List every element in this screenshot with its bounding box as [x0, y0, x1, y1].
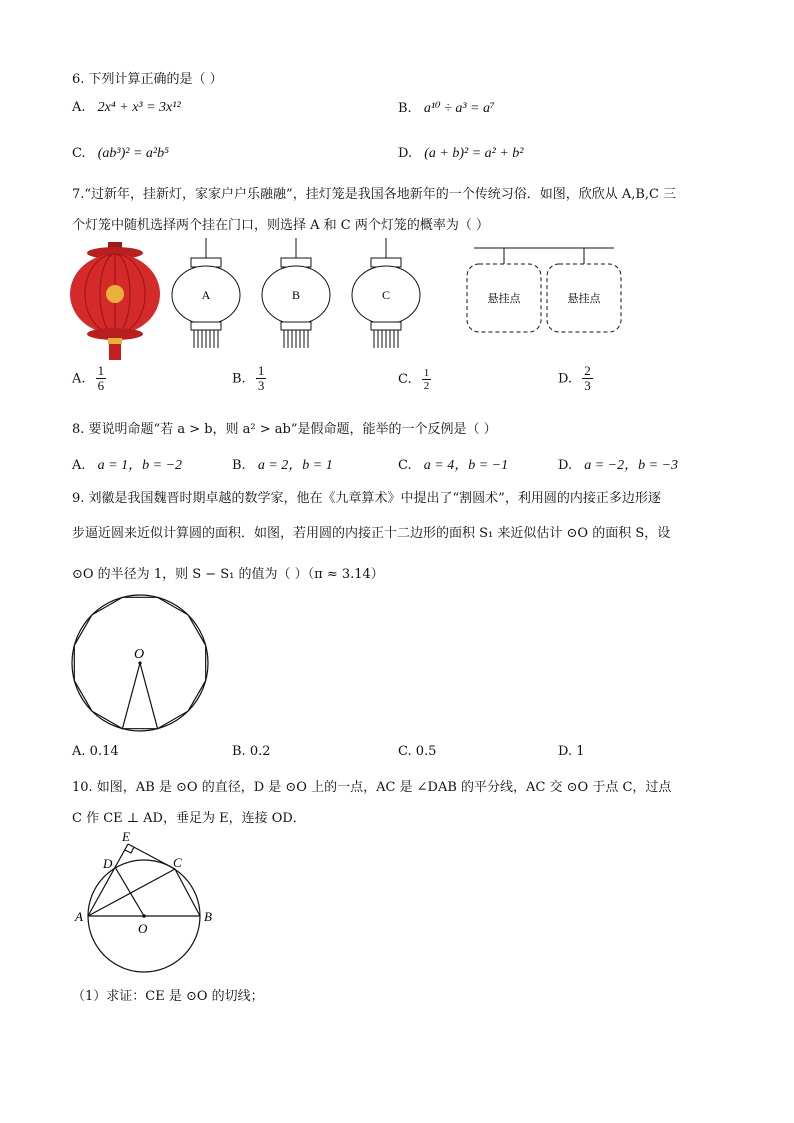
q7-option-a-label: A. — [72, 371, 86, 387]
q7-option-d-num: 2 — [584, 363, 591, 378]
q7-option-a-num: 1 — [97, 363, 105, 378]
q8-option-d — [558, 454, 678, 474]
q9-option-a-text: 0.14 — [89, 744, 119, 759]
q7-option-b-num: 1 — [257, 363, 265, 378]
q9-circle-figure — [66, 592, 216, 737]
line-cb — [175, 869, 200, 916]
q9-stem-line1: 9. 刘徽是我国魏晋时期卓越的数学家，他在《九章算术》中提出了“割圆术”，利用圆的内接正多边形逐 — [72, 491, 661, 506]
q9-stem-line3: ⊙O 的半径为 1，则 S − S₁ 的值为（ ）（π ≈ 3.14） — [72, 567, 384, 582]
q9-option-d — [558, 744, 585, 759]
label-a: A — [75, 909, 83, 924]
q7-option-c-num: 1 — [423, 367, 430, 379]
q6-option-c — [72, 146, 169, 162]
q8-option-a-text: a = 1，b = −2 — [97, 458, 183, 473]
q9-option-a — [72, 744, 119, 759]
q8-option-a — [72, 454, 182, 474]
hang-point-2-label: 悬挂点 — [567, 292, 601, 305]
label-b: B — [204, 909, 212, 924]
q9-option-d-text: 1 — [576, 744, 585, 759]
q9-option-b-text: 0.2 — [249, 744, 271, 759]
q8-option-b-label: B. — [232, 458, 246, 473]
lantern-a-label: A — [201, 288, 211, 302]
lantern-b — [262, 238, 330, 348]
q7-option-b-label: B. — [232, 371, 246, 387]
q6-option-a — [72, 100, 181, 116]
radius-line-left — [122, 663, 140, 729]
q8-option-b-text: a = 2，b = 1 — [257, 458, 333, 473]
q6-option-b-math: a¹⁰ ÷ a³ = a⁷ — [423, 101, 495, 116]
radius-line-right — [140, 663, 158, 729]
q9-option-b-label: B. — [232, 744, 246, 759]
q8-option-a-label: A. — [72, 458, 86, 473]
label-d: D — [103, 856, 113, 871]
q6-option-a-math: 2x⁴ + x³ = 3x¹² — [97, 100, 181, 115]
q8-option-b — [232, 454, 333, 474]
center-label-o: O — [134, 647, 145, 662]
q9-option-d-label: D. — [558, 744, 573, 759]
label-o: O — [138, 921, 148, 936]
q10-sub1: （1）求证：CE 是 ⊙O 的切线； — [72, 989, 264, 1004]
q6-option-b-label: B. — [398, 101, 412, 116]
q7-stem-line1: 7.“过新年，挂新灯，家家户户乐融融”，挂灯笼是我国各地新年的一个传统习俗．如图，欣欣从 A,B,C 三 — [72, 187, 677, 202]
q9-option-c-text: 0.5 — [415, 744, 437, 759]
hang-point-1-label: 悬挂点 — [487, 292, 521, 305]
line-od — [115, 867, 144, 916]
q8-option-c-text: a = 4，b = −1 — [423, 458, 509, 473]
q7-option-c — [398, 367, 431, 392]
lantern-c-label: C — [381, 288, 391, 302]
q7-option-b-fraction — [256, 364, 267, 394]
q7-option-d-label: D. — [558, 371, 573, 387]
q10-stem-line2: C 作 CE ⊥ AD，垂足为 E，连接 OD． — [72, 811, 306, 826]
q6-option-c-label: C. — [72, 146, 86, 161]
q10-geometry-figure — [70, 828, 230, 978]
q6-option-c-math: (ab³)² = a²b⁵ — [97, 146, 169, 161]
q9-option-b — [232, 744, 271, 759]
q9-option-a-label: A. — [72, 744, 86, 759]
label-e: E — [122, 829, 130, 844]
q9-option-c — [398, 744, 436, 759]
lantern-a — [172, 238, 240, 348]
q7-option-d — [558, 364, 593, 394]
q7-lantern-figure — [60, 236, 640, 366]
lantern-c — [352, 238, 420, 348]
q7-stem-line2: 个灯笼中随机选择两个挂在门口，则选择 A 和 C 两个灯笼的概率为（ ） — [72, 218, 489, 233]
q6-option-d — [398, 146, 524, 162]
lantern-b-label: B — [291, 288, 301, 302]
q7-option-b-den: 3 — [257, 378, 265, 394]
q6-option-d-math: (a + b)² = a² + b² — [424, 146, 524, 161]
hang-points-diagram — [467, 248, 621, 332]
q6-option-a-label: A. — [72, 100, 86, 115]
q6-option-b — [398, 100, 495, 117]
q7-option-d-fraction — [582, 364, 593, 394]
q8-option-c — [398, 454, 508, 474]
q7-option-a-den: 6 — [97, 378, 105, 394]
q8-option-d-label: D. — [558, 458, 573, 473]
q7-option-a-fraction — [96, 364, 107, 394]
center-point — [142, 914, 146, 918]
q7-option-c-den: 2 — [423, 380, 430, 393]
q9-option-c-label: C. — [398, 744, 412, 759]
q7-option-c-fraction — [422, 367, 432, 392]
line-ce — [128, 844, 175, 869]
q7-option-c-label: C. — [398, 372, 412, 388]
q6-option-d-label: D. — [398, 146, 413, 161]
q9-stem-line2: 步逼近圆来近似计算圆的面积．如图，若用圆的内接正十二边形的面积 S₁ 来近似估计 ⊙O 的面积 S，设 — [72, 526, 671, 541]
q8-option-c-label: C. — [398, 458, 412, 473]
label-c: C — [173, 855, 182, 870]
q10-stem-line1: 10. 如图，AB 是 ⊙O 的直径，D 是 ⊙O 上的一点，AC 是 ∠DAB 的平分线，AC 交 ⊙O 于点 C，过点 — [72, 780, 672, 795]
q8-option-d-text: a = −2，b = −3 — [584, 458, 679, 473]
red-lantern-picture — [70, 242, 160, 360]
q7-option-b — [232, 364, 266, 394]
q7-option-d-den: 3 — [584, 378, 591, 394]
q7-option-a — [72, 364, 106, 394]
q6-stem: 6. 下列计算正确的是（ ） — [72, 72, 223, 87]
q8-stem: 8. 要说明命题“若 a > b，则 a² > ab”是假命题，能举的一个反例是（ ） — [72, 422, 497, 437]
